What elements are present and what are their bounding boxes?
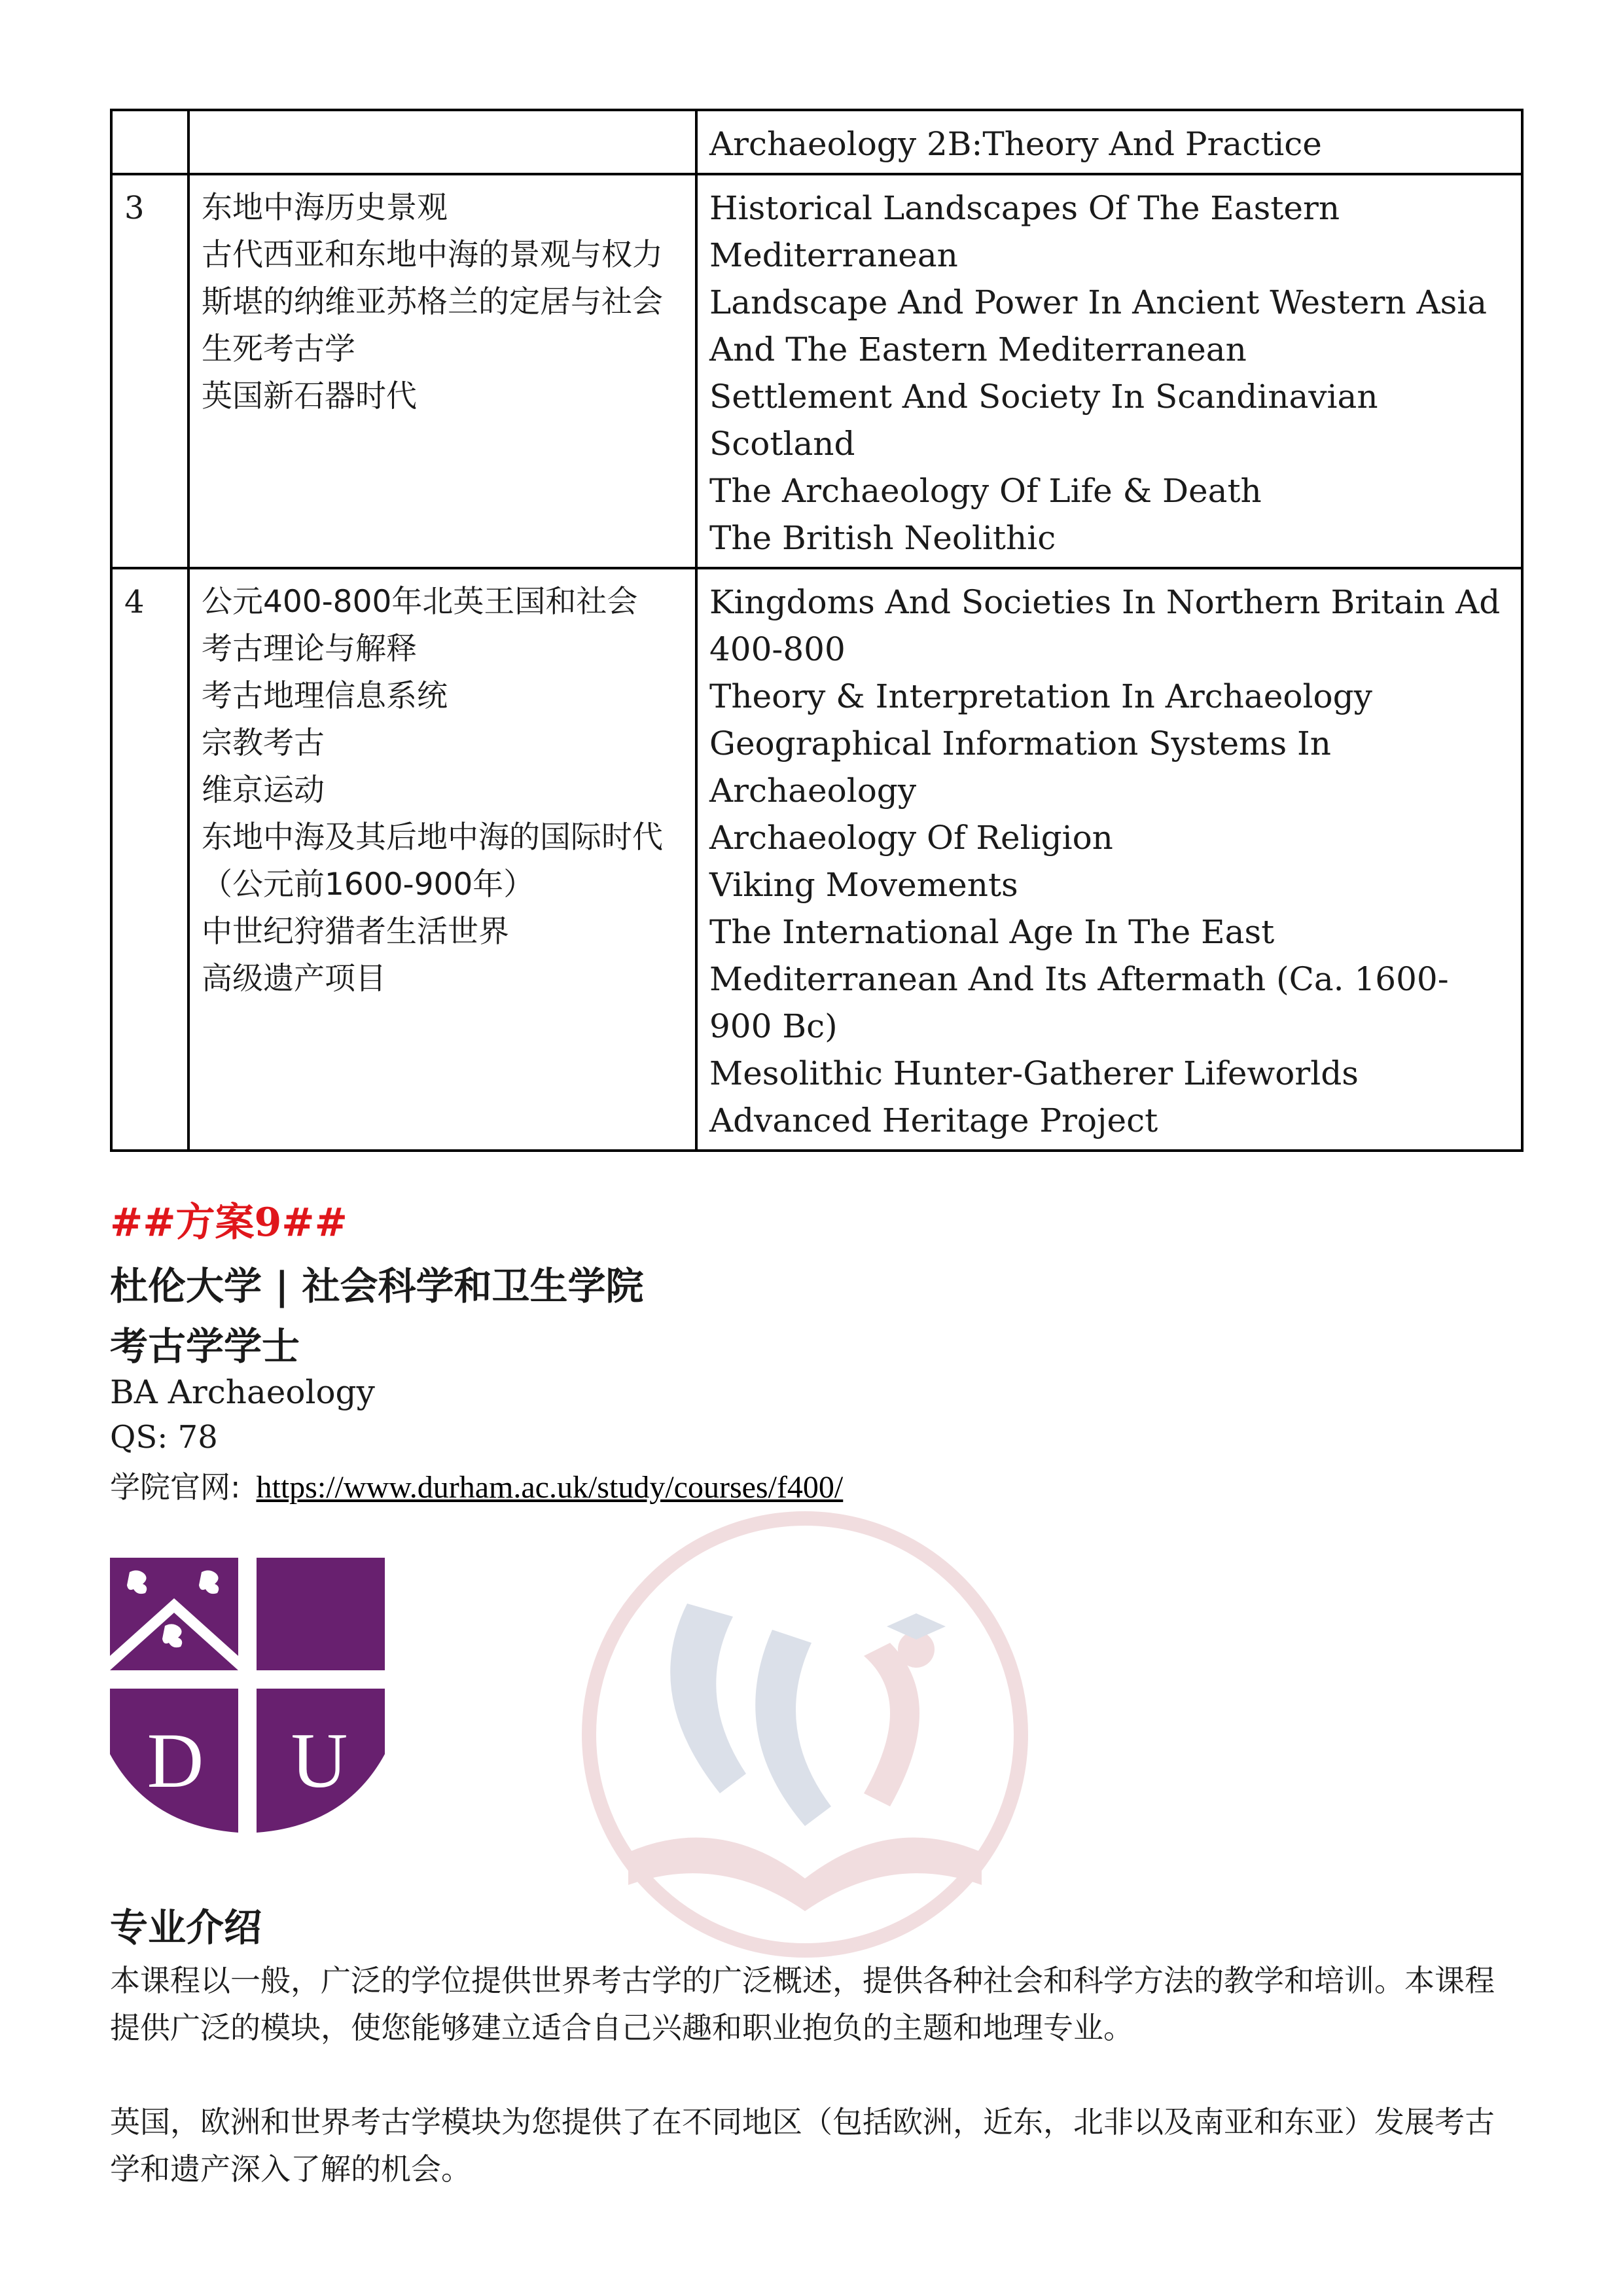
- degree-title-en: BA Archaeology: [110, 1373, 375, 1411]
- module-name-zh: 斯堪的纳维亚苏格兰的定居与社会: [202, 284, 663, 320]
- module-name-en: Landscape And Power In Ancient Western Asia And The Eastern Mediterranean: [709, 283, 1488, 368]
- module-name-zh: 考古理论与解释: [202, 631, 417, 667]
- module-name-zh: 中世纪狩猎者生活世界: [202, 914, 509, 950]
- module-name-en: Geographical Information Systems In Archaeology: [709, 725, 1331, 810]
- modules-zh-cell: [188, 174, 696, 568]
- module-name-en: The British Neolithic: [709, 519, 1056, 557]
- module-name-en: Viking Movements: [709, 866, 1018, 904]
- module-name-en: Kingdoms And Societies In Northern Britain Ad 400-800: [709, 583, 1501, 668]
- intro-heading: 专业介绍: [110, 1905, 262, 1950]
- module-name-en: Mesolithic Hunter-Gatherer Lifeworlds: [709, 1054, 1359, 1092]
- website-row: [110, 1463, 843, 1507]
- modules-en-cell: [696, 110, 1522, 174]
- module-name-en: The International Age In The East Mediterranean And Its Aftermath (Ca. 1600-900 Bc): [709, 913, 1449, 1045]
- table-row: [111, 568, 1522, 1151]
- intro-paragraph-1: 本课程以一般，广泛的学位提供世界考古学的广泛概述，提供各种社会和科学方法的教学和培训。本课程提供广泛的模块，使您能够建立适合自己兴趣和职业抱负的主题和地理专业。: [110, 1963, 1495, 2045]
- module-name-en: Archaeology 2B:Theory And Practice: [709, 125, 1322, 163]
- year-cell: 4: [111, 568, 188, 1151]
- durham-university-logo: [110, 1558, 385, 1833]
- website-link[interactable]: https://www.durham.ac.uk/study/courses/f400/: [256, 1470, 844, 1505]
- qs-ranking: QS: 78: [110, 1419, 218, 1456]
- module-name-en: Settlement And Society In Scandinavian Scotland: [709, 378, 1378, 463]
- module-name-zh: 宗教考古: [202, 725, 325, 761]
- website-label: 学院官网:: [110, 1469, 241, 1505]
- course-table: [110, 109, 1524, 1152]
- module-name-en: The Archaeology Of Life & Death: [709, 472, 1262, 510]
- logo-letter-d: D: [147, 1717, 204, 1804]
- module-name-zh: 生死考古学: [202, 331, 355, 367]
- module-name-zh: 英国新石器时代: [202, 378, 417, 414]
- module-name-zh: 高级遗产项目: [202, 961, 386, 997]
- modules-zh-cell: [188, 568, 696, 1151]
- modules-en-cell: [696, 568, 1522, 1151]
- table-row: [111, 174, 1522, 568]
- module-name-zh: 东地中海历史景观: [202, 190, 448, 226]
- module-name-zh: 维京运动: [202, 772, 325, 808]
- modules-en-cell: [696, 174, 1522, 568]
- module-name-zh: 公元400-800年北英王国和社会: [202, 584, 638, 620]
- university-name: 杜伦大学 | 社会科学和卫生学院: [110, 1264, 644, 1308]
- module-name-zh: 东地中海及其后地中海的国际时代（公元前1600-900年）: [202, 819, 663, 903]
- module-name-en: Theory & Interpretation In Archaeology: [709, 677, 1372, 715]
- module-name-en: Historical Landscapes Of The Eastern Mediterranean: [709, 189, 1340, 274]
- intro-paragraph-2: 英国，欧洲和世界考古学模块为您提供了在不同地区（包括欧洲，近东，北非以及南亚和东亚）发展考古学和遗产深入了解的机会。: [110, 2104, 1495, 2187]
- module-name-zh: 古代西亚和东地中海的景观与权力: [202, 237, 663, 273]
- module-name-en: Archaeology Of Religion: [709, 819, 1113, 857]
- year-cell: 3: [111, 174, 188, 568]
- degree-title-zh: 考古学学士: [110, 1324, 300, 1369]
- logo-letter-u: U: [291, 1717, 348, 1804]
- table-row: [111, 110, 1522, 174]
- module-name-en: Advanced Heritage Project: [709, 1102, 1158, 1139]
- plan-title: ##方案9##: [110, 1200, 348, 1246]
- year-cell: [111, 110, 188, 174]
- modules-zh-cell: [188, 110, 696, 174]
- watermark-logo: [524, 1486, 1086, 1996]
- module-name-zh: 考古地理信息系统: [202, 678, 448, 714]
